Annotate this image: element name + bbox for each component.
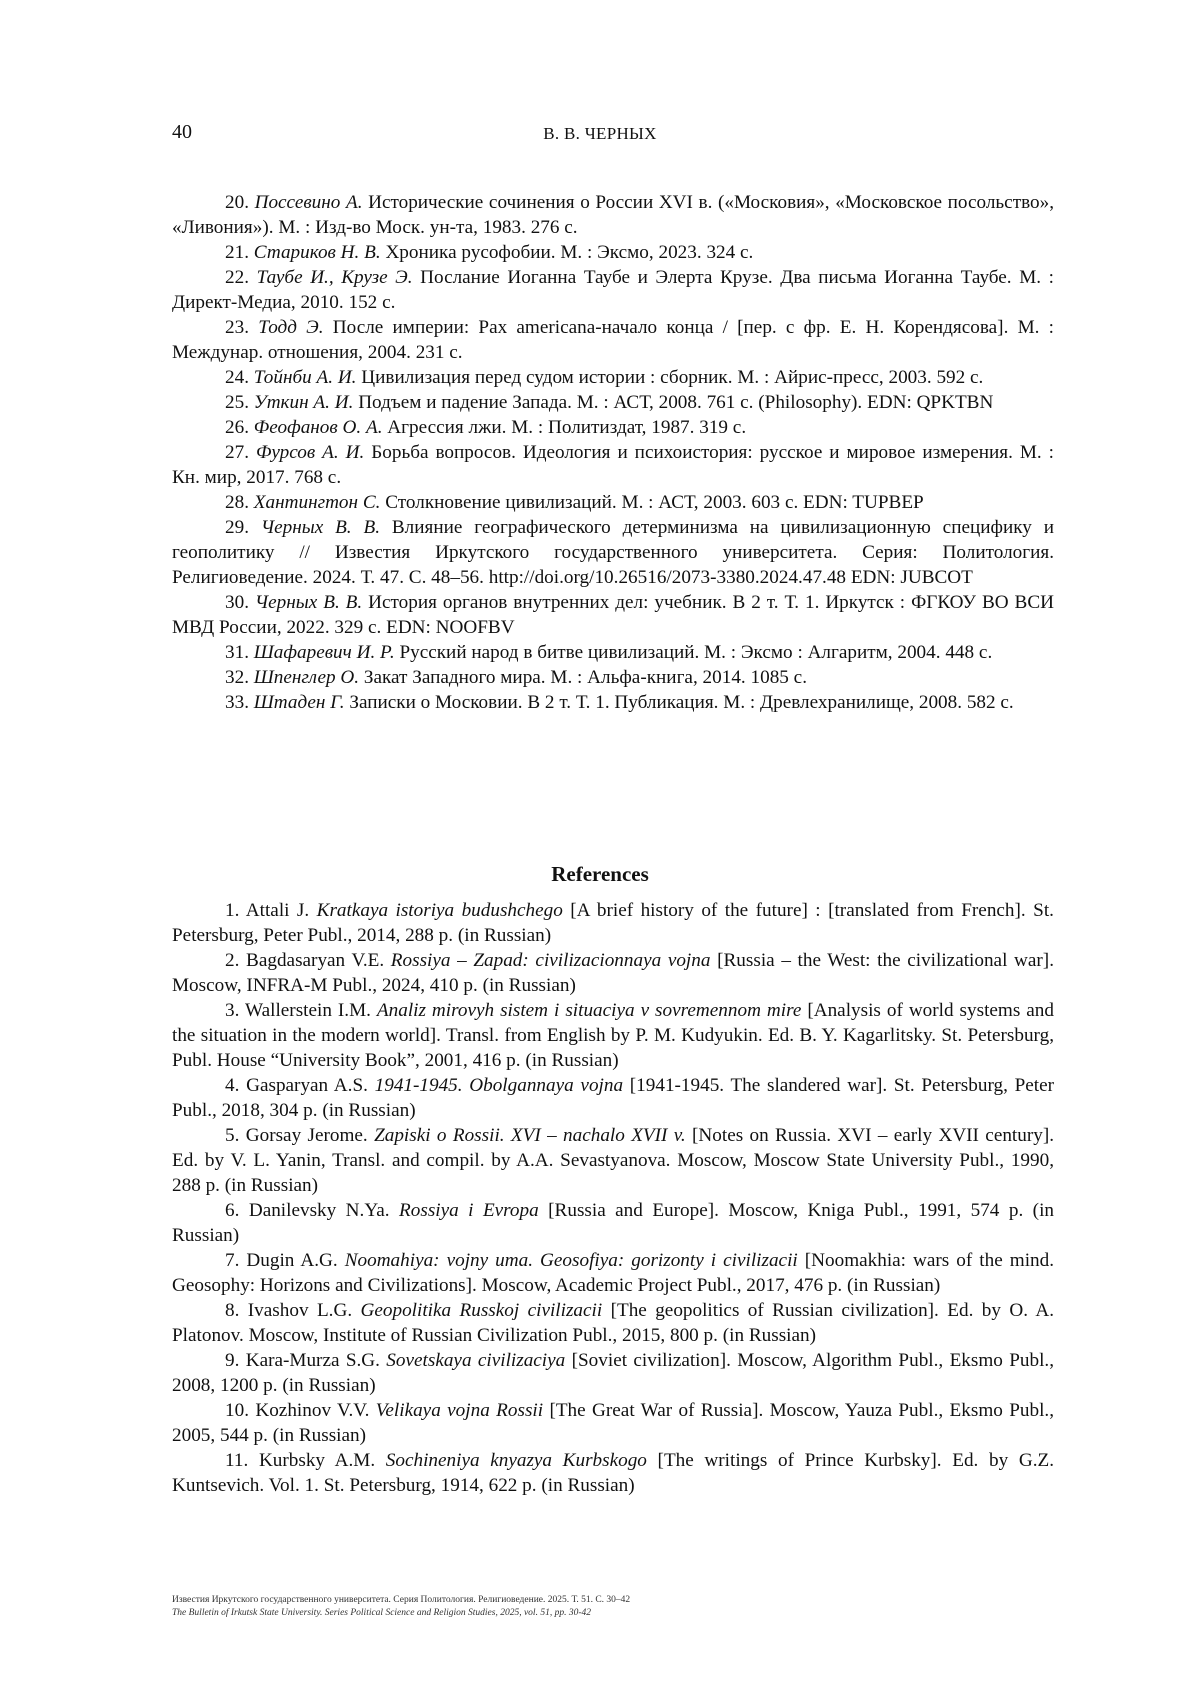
entry-title: Rossiya – Zapad: civilizacionnaya vojna — [390, 950, 711, 971]
entry-number: 27. — [225, 442, 256, 463]
bibliography-entry — [172, 240, 1054, 265]
bibliography-entry — [172, 640, 1054, 665]
entry-author: Wallerstein I.M. — [245, 1000, 377, 1021]
entry-number: 30. — [225, 592, 255, 613]
entry-number: 23. — [225, 317, 259, 338]
entry-author: Уткин А. И. — [253, 392, 354, 413]
entry-text: [Noomakhia: wars of the mind. Geosophy: Horizons and Civilizations]. Moscow, Academic Project Publ., 2017, 476 p. (in Russian) — [172, 1250, 1055, 1296]
entry-author: Фурсов А. И. — [255, 442, 365, 463]
entry-number: 3. — [225, 1000, 246, 1021]
entry-text: Закат Западного мира. М. : Альфа-книга, 2014. 1085 с. — [359, 667, 807, 688]
entry-title: Noomahiya: vojny uma. Geosofiya: gorizonty i civilizacii — [344, 1250, 798, 1271]
entry-number: 32. — [225, 667, 254, 688]
entry-number: 5. — [225, 1125, 246, 1146]
entry-number: 33. — [225, 692, 254, 713]
entry-number: 28. — [225, 492, 254, 513]
bibliography-entry — [172, 265, 1054, 315]
entry-author: Gasparyan A.S. — [246, 1075, 375, 1096]
entry-title: Geopolitika Russkoj civilizacii — [360, 1300, 603, 1321]
entry-number: 24. — [225, 367, 254, 388]
footer-journal-ru: Известия Иркутского государственного университета. Серия Политология. Религиоведение. 2025. Т. 51. С. 30–42 — [172, 1595, 631, 1605]
reference-entry — [172, 1248, 1054, 1298]
bibliography-ru — [172, 190, 1054, 715]
entry-text: [1941-1945. The slandered war]. St. Petersburg, Peter Publ., 2018, 304 p. (in Russian) — [172, 1075, 1055, 1121]
reference-entry — [172, 1198, 1054, 1248]
entry-author: Штаден Г. — [253, 692, 345, 713]
reference-entry — [172, 998, 1054, 1073]
entry-text: [A brief history of the future] : [translated from French]. St. Petersburg, Peter Publ., 2014, 288 p. (in Russian) — [172, 900, 1054, 946]
entry-author: Bagdasaryan V.E. — [246, 950, 391, 971]
entry-text: Агрессия лжи. М. : Политиздат, 1987. 319 с. — [382, 417, 747, 438]
entry-title: 1941-1945. Obolgannaya vojna — [374, 1075, 624, 1096]
entry-title: Kratkaya istoriya budushchego — [316, 900, 563, 921]
entry-text: Столкновение цивилизаций. М. : АСТ, 2003. 603 с. EDN: TUPBEP — [380, 492, 924, 513]
entry-author: Тойнби А. И. — [253, 367, 357, 388]
bibliography-entry — [172, 415, 1054, 440]
entry-text: [Russia – the West: the civilizational war]. Moscow, INFRA-M Publ., 2024, 410 p. (in Russian) — [172, 950, 1054, 996]
entry-number: 6. — [225, 1200, 249, 1221]
entry-text: [Analysis of world systems and the situation in the modern world]. Transl. from English by P. M. Kudyukin. Ed. B. Y. Kagarlitsky. St. Petersburg, Publ. House “University Book”, 2001, 416 p. (in Russian) — [172, 1000, 1054, 1071]
entry-number: 26. — [225, 417, 254, 438]
reference-entry — [172, 1073, 1054, 1123]
entry-number: 10. — [225, 1400, 256, 1421]
entry-author: Dugin A.G. — [246, 1250, 345, 1271]
bibliography-entry — [172, 590, 1054, 640]
entry-title: Zapiski o Rossii. XVI – nachalo XVII v. — [374, 1125, 686, 1146]
reference-entry — [172, 898, 1054, 948]
entry-author: Ivashov L.G. — [247, 1300, 361, 1321]
entry-text: Исторические сочинения о России XVI в. («Московия», «Московское посольство», «Ливония»). М. : Изд-во Моск. ун-та, 1983. 276 с. — [172, 192, 1054, 238]
entry-text: Борьба вопросов. Идеология и психоистория: русское и мировое измерения. М. : Кн. мир, 2017. 768 с. — [172, 442, 1055, 488]
entry-text: [The geopolitics of Russian civilization]. Ed. by O. A. Platonov. Moscow, Institute of Russian Civilization Publ., 2015, 800 p. (in Russian) — [172, 1300, 1055, 1346]
entry-number: 9. — [225, 1350, 246, 1371]
entry-title: Rossiya i Evropa — [399, 1200, 539, 1221]
entry-number: 31. — [225, 642, 254, 663]
entry-number: 8. — [225, 1300, 248, 1321]
entry-author: Шпенглер О. — [253, 667, 360, 688]
bibliography-entry — [172, 315, 1054, 365]
entry-number: 1. — [225, 900, 246, 921]
entry-text: [The Great War of Russia]. Moscow, Yauza Publ., Eksmo Publ., 2005, 544 p. (in Russian) — [172, 1400, 1054, 1446]
entry-text: [Russia and Europe]. Moscow, Kniga Publ., 1991, 574 p. (in Russian) — [172, 1200, 1054, 1246]
entry-author: Attali J. — [245, 900, 317, 921]
entry-number: 22. — [225, 267, 257, 288]
bibliography-entry — [172, 365, 1054, 390]
references-en — [172, 898, 1054, 1498]
entry-title: Velikaya vojna Rossii — [375, 1400, 544, 1421]
entry-author: Таубе И., Крузе Э. — [256, 267, 413, 288]
entry-title: Sovetskaya civilizaciya — [386, 1350, 566, 1371]
footer — [172, 1594, 1072, 1620]
entry-text: Хроника русофобии. М. : Эксмо, 2023. 324 с. — [380, 242, 754, 263]
entry-number: 4. — [225, 1075, 247, 1096]
entry-author: Danilevsky N.Ya. — [248, 1200, 400, 1221]
reference-entry — [172, 948, 1054, 998]
entry-number: 25. — [225, 392, 254, 413]
entry-author: Kurbsky A.M. — [258, 1450, 386, 1471]
references-heading: References — [551, 862, 649, 886]
entry-author: Хантингтон С. — [253, 492, 381, 513]
entry-author: Поссевино А. — [254, 192, 363, 213]
reference-entry — [172, 1448, 1054, 1498]
entry-author: Черных В. В. — [254, 592, 363, 613]
bibliography-entry — [172, 390, 1054, 415]
footer-journal-en: The Bulletin of Irkutsk State University. Series Political Science and Religion Studies, 2025, vol. 51, pp. 30-42 — [172, 1608, 591, 1618]
entry-text: [Soviet civilization]. Moscow, Algorithm Publ., Eksmo Publ., 2008, 1200 p. (in Russian) — [172, 1350, 1054, 1396]
entry-author: Kozhinov V.V. — [255, 1400, 376, 1421]
entry-text: Послание Иоганна Таубе и Элерта Крузе. Два письма Иоганна Таубе. М. : Директ-Медиа, 2010. 152 с. — [172, 267, 1054, 313]
entry-text: После империи: Pax americana-начало конца / [пер. с фр. Е. Н. Корендясова]. М. : Междунар. отношения, 2004. 231 с. — [172, 317, 1055, 363]
entry-text: Цивилизация перед судом истории : сборник. М. : Айрис-пресс, 2003. 592 с. — [356, 367, 984, 388]
entry-author: Тодд Э. — [258, 317, 324, 338]
entry-text: [The writings of Prince Kurbsky]. Ed. by G.Z. Kuntsevich. Vol. 1. St. Petersburg, 1914, 622 p. (in Russian) — [172, 1450, 1055, 1496]
bibliography-entry — [172, 515, 1054, 590]
reference-entry — [172, 1298, 1054, 1348]
entry-number: 29. — [225, 517, 261, 538]
entry-number: 21. — [225, 242, 254, 263]
bibliography-entry — [172, 690, 1054, 715]
entry-text: [Notes on Russia. XVI – early XVII century]. Ed. by V. L. Yanin, Transl. and compil. by A.A. Sevastyanova. Moscow, Moscow State University Publ., 1990, 288 p. (in Russian) — [172, 1125, 1055, 1196]
bibliography-entry — [172, 665, 1054, 690]
entry-author: Черных В. В. — [260, 517, 380, 538]
entry-text: Влияние географического детерминизма на цивилизационную специфику и геополитику // Известия Иркутского государственного университета. Серия: Политология. Религиоведение. 2024. Т. 47. С. 48–56. http://doi.org/10.26516/2073-3380.2024.47.48 EDN: JUBCOT — [172, 517, 1054, 588]
entry-text: Записки о Московии. В 2 т. Т. 1. Публикация. М. : Древлехранилище, 2008. 582 с. — [344, 692, 1014, 713]
entry-title: Analiz mirovyh sistem i situaciya v sovremennom mire — [376, 1000, 802, 1021]
reference-entry — [172, 1398, 1054, 1448]
entry-number: 11. — [225, 1450, 259, 1471]
entry-text: Подъем и падение Запада. М. : АСТ, 2008. 761 с. (Philosophy). EDN: QPKTBN — [353, 392, 994, 413]
entry-number: 20. — [225, 192, 255, 213]
entry-author: Шафаревич И. Р. — [253, 642, 395, 663]
entry-author: Gorsay Jerome. — [245, 1125, 375, 1146]
page-number: 40 — [172, 121, 192, 143]
entry-number: 2. — [225, 950, 247, 971]
reference-entry — [172, 1123, 1054, 1198]
entry-number: 7. — [225, 1250, 247, 1271]
bibliography-entry — [172, 190, 1054, 240]
entry-title: Sochineniya knyazya Kurbskogo — [385, 1450, 647, 1471]
reference-entry — [172, 1348, 1054, 1398]
bibliography-entry — [172, 490, 1054, 515]
entry-author: Феофанов О. А. — [253, 417, 383, 438]
entry-author: Стариков Н. В. — [253, 242, 381, 263]
entry-text: История органов внутренних дел: учебник. В 2 т. Т. 1. Иркутск : ФГКОУ ВО ВСИ МВД России, 2022. 329 с. EDN: NOOFBV — [172, 592, 1054, 638]
entry-author: Kara-Murza S.G. — [245, 1350, 387, 1371]
running-head: В. В. ЧЕРНЫХ — [543, 124, 657, 143]
entry-text: Русский народ в битве цивилизаций. М. : Эксмо : Алгаритм, 2004. 448 с. — [394, 642, 993, 663]
bibliography-entry — [172, 440, 1054, 490]
